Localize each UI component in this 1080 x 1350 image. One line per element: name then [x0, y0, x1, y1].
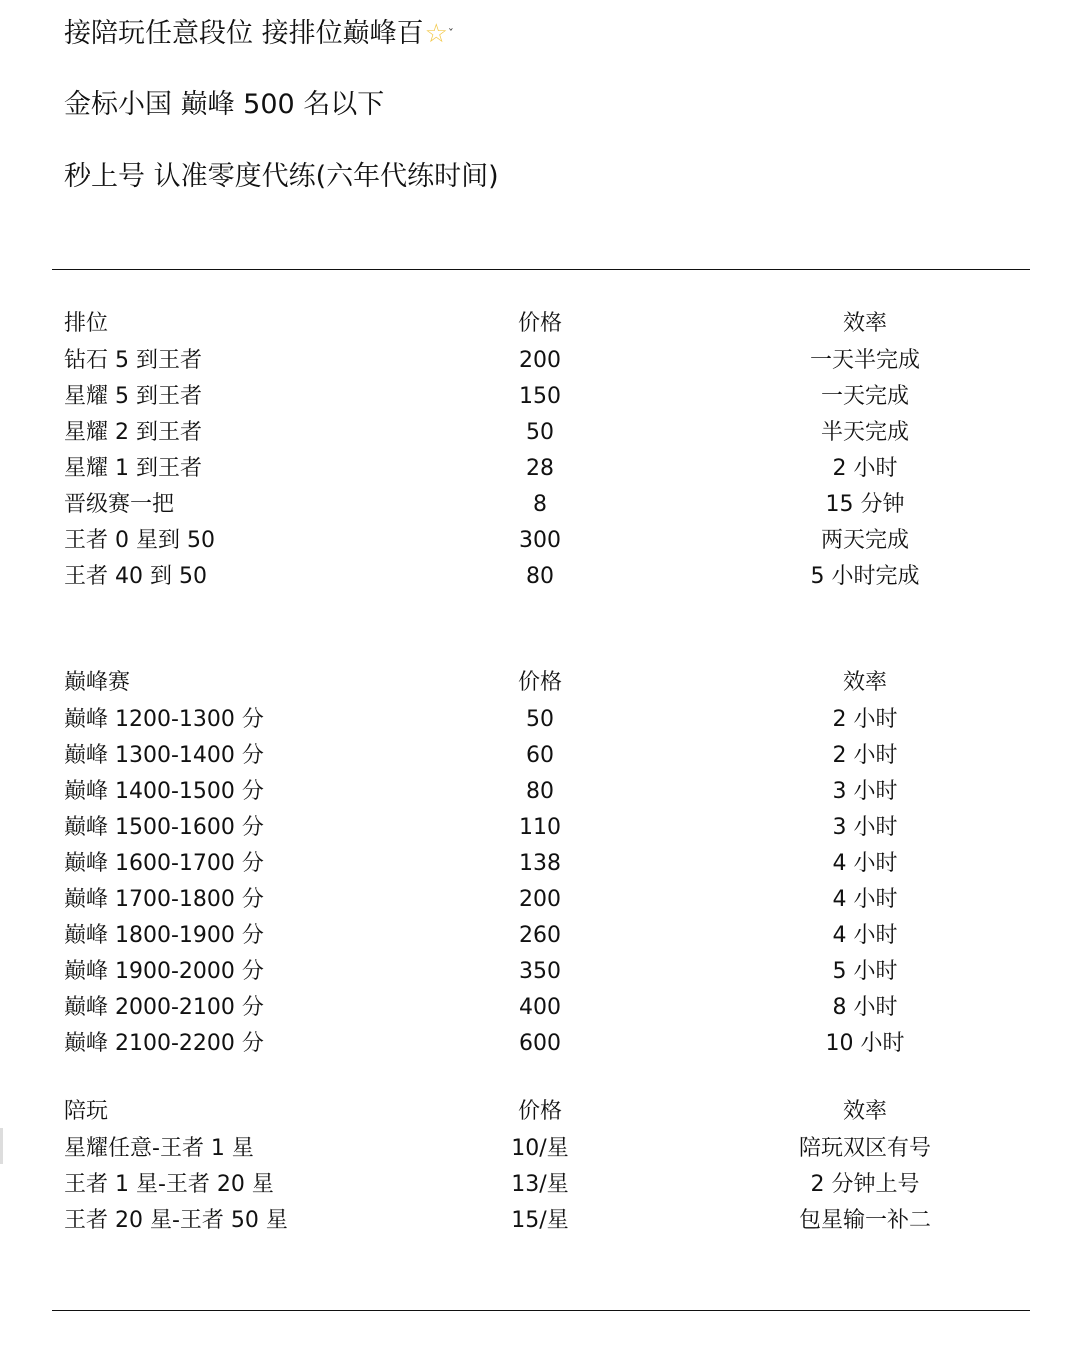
cell-item: 王者 20 星-王者 50 星 — [64, 1208, 288, 1233]
cell-efficiency: 半天完成 — [820, 420, 909, 445]
header-cell-price: 价格 — [517, 670, 562, 695]
cell-item: 巅峰 1400-1500 分 — [64, 779, 264, 804]
table-row — [0, 774, 1080, 810]
cell-efficiency: 2 小时 — [832, 456, 898, 481]
table-row — [0, 954, 1080, 990]
cell-price: 13/星 — [511, 1172, 569, 1197]
cell-price: 200 — [519, 348, 561, 373]
table-row — [0, 1203, 1080, 1239]
header-cell-efficiency: 效率 — [842, 670, 887, 695]
cell-price: 150 — [519, 384, 561, 409]
table-header-row — [0, 1093, 1080, 1131]
cell-item: 晋级赛一把 — [64, 492, 175, 517]
cell-item: 巅峰 1900-2000 分 — [64, 959, 264, 984]
cell-price: 80 — [526, 564, 554, 589]
cell-efficiency: 8 小时 — [832, 995, 898, 1020]
table-row — [0, 343, 1080, 379]
cell-efficiency: 一天完成 — [820, 384, 909, 409]
header-cell-efficiency: 效率 — [842, 1099, 887, 1124]
table-row — [0, 487, 1080, 523]
cell-item: 巅峰 1500-1600 分 — [64, 815, 264, 840]
header-cell-efficiency: 效率 — [842, 311, 887, 336]
header-cell-price: 价格 — [517, 311, 562, 336]
cell-item: 钻石 5 到王者 — [64, 348, 202, 373]
header-line-3: 秒上号 认准零度代练(六年代练时间) — [64, 161, 499, 192]
caret-mark: ˇ — [447, 27, 454, 41]
table-header-row — [0, 664, 1080, 702]
cell-item: 巅峰 1800-1900 分 — [64, 923, 264, 948]
cell-efficiency: 4 小时 — [832, 887, 898, 912]
table-row — [0, 559, 1080, 595]
cell-efficiency: 4 小时 — [832, 923, 898, 948]
header-cell-price: 价格 — [517, 1099, 562, 1124]
cell-efficiency: 3 小时 — [832, 779, 898, 804]
cell-efficiency: 10 小时 — [825, 1031, 905, 1056]
header-cell-category: 排位 — [64, 311, 109, 336]
header-cell-category: 巅峰赛 — [64, 670, 131, 695]
peak-price-table — [0, 664, 1080, 1062]
star-icon: ☆ — [424, 19, 448, 49]
cell-price: 260 — [519, 923, 561, 948]
cell-item: 巅峰 1600-1700 分 — [64, 851, 264, 876]
cell-efficiency: 5 小时 — [832, 959, 898, 984]
cell-price: 50 — [526, 420, 554, 445]
table-row — [0, 523, 1080, 559]
cell-price: 28 — [526, 456, 554, 481]
cell-item: 巅峰 2000-2100 分 — [64, 995, 264, 1020]
table-row — [0, 990, 1080, 1026]
table-row — [0, 451, 1080, 487]
cell-price: 10/星 — [511, 1136, 569, 1161]
bottom-divider — [52, 1310, 1030, 1311]
edge-mark — [0, 1128, 3, 1164]
table-row — [0, 846, 1080, 882]
cell-efficiency: 包星输一补二 — [798, 1208, 931, 1233]
cell-efficiency: 两天完成 — [820, 528, 909, 553]
escort-price-table — [0, 1093, 1080, 1239]
rank-price-table — [0, 305, 1080, 595]
cell-price: 15/星 — [511, 1208, 569, 1233]
cell-price: 200 — [519, 887, 561, 912]
table-header-row — [0, 305, 1080, 343]
table-row — [0, 1131, 1080, 1167]
cell-price: 400 — [519, 995, 561, 1020]
cell-item: 巅峰 2100-2200 分 — [64, 1031, 264, 1056]
cell-item: 王者 1 星-王者 20 星 — [64, 1172, 274, 1197]
cell-item: 王者 0 星到 50 — [64, 528, 215, 553]
header-line-1-text: 接陪玩任意段位 接排位巅峰百 — [64, 18, 424, 49]
table-row — [0, 810, 1080, 846]
table-row — [0, 738, 1080, 774]
cell-efficiency: 3 小时 — [832, 815, 898, 840]
header-line-1 — [64, 17, 454, 51]
cell-price: 110 — [519, 815, 561, 840]
cell-item: 星耀 1 到王者 — [64, 456, 202, 481]
cell-efficiency: 2 小时 — [832, 743, 898, 768]
header-line-2: 金标小国 巅峰 500 名以下 — [64, 89, 385, 120]
top-divider — [52, 269, 1030, 270]
table-row — [0, 918, 1080, 954]
cell-item: 巅峰 1700-1800 分 — [64, 887, 264, 912]
cell-efficiency: 2 小时 — [832, 707, 898, 732]
cell-price: 50 — [526, 707, 554, 732]
cell-efficiency: 5 小时完成 — [810, 564, 920, 589]
table-row — [0, 882, 1080, 918]
header-cell-category: 陪玩 — [64, 1099, 109, 1124]
cell-price: 8 — [533, 492, 547, 517]
cell-efficiency: 15 分钟 — [825, 492, 905, 517]
cell-price: 350 — [519, 959, 561, 984]
table-row — [0, 702, 1080, 738]
table-row — [0, 1026, 1080, 1062]
cell-price: 300 — [519, 528, 561, 553]
cell-price: 60 — [526, 743, 554, 768]
cell-item: 星耀 2 到王者 — [64, 420, 202, 445]
cell-efficiency: 4 小时 — [832, 851, 898, 876]
cell-item: 王者 40 到 50 — [64, 564, 207, 589]
cell-item: 巅峰 1300-1400 分 — [64, 743, 264, 768]
cell-item: 星耀任意-王者 1 星 — [64, 1136, 254, 1161]
table-row — [0, 1167, 1080, 1203]
table-row — [0, 379, 1080, 415]
table-row — [0, 415, 1080, 451]
cell-price: 80 — [526, 779, 554, 804]
cell-price: 600 — [519, 1031, 561, 1056]
cell-price: 138 — [519, 851, 561, 876]
cell-efficiency: 一天半完成 — [809, 348, 920, 373]
cell-item: 巅峰 1200-1300 分 — [64, 707, 264, 732]
cell-efficiency: 2 分钟上号 — [810, 1172, 920, 1197]
cell-item: 星耀 5 到王者 — [64, 384, 202, 409]
cell-efficiency: 陪玩双区有号 — [798, 1136, 931, 1161]
